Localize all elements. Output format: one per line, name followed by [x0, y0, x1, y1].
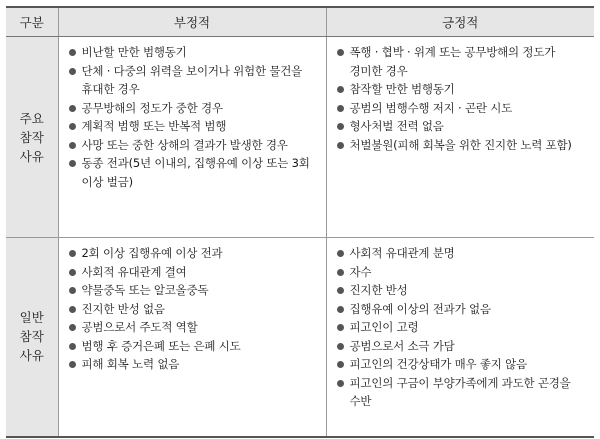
list-item: 약물중독 또는 알코올중독 — [67, 281, 320, 300]
list-item: 사회적 유대관계 결여 — [67, 263, 320, 282]
list-item: 형사처벌 전력 없음 — [335, 117, 589, 136]
list-item: 진지한 반성 없음 — [67, 300, 320, 319]
row-general-factors — [6, 238, 594, 437]
list-item: 피고인의 건강상태가 매우 좋지 않음 — [335, 355, 589, 374]
list-item: 처벌불원(피해 회복을 위한 진지한 노력 포함) — [335, 136, 589, 155]
list-item: 집행유예 이상의 전과가 없음 — [335, 300, 589, 319]
list-item: 사망 또는 중한 상해의 결과가 발생한 경우 — [67, 136, 320, 155]
header-category: 구분 — [6, 7, 58, 37]
category-line: 참작 — [19, 329, 44, 345]
header-positive: 긍정적 — [326, 7, 594, 37]
list-item: 피고인이 고령 — [335, 318, 589, 337]
list-item: 공범의 범행수행 저지 · 곤란 시도 — [335, 99, 589, 118]
row-main-factors — [6, 37, 594, 238]
list-item: 2회 이상 집행유예 이상 전과 — [67, 244, 320, 263]
list-item: 계획적 범행 또는 반복적 범행 — [67, 117, 320, 136]
category-cell-main — [6, 37, 58, 238]
sentencing-factors-table — [6, 6, 594, 438]
list-item: 피해 회복 노력 없음 — [67, 355, 320, 374]
list-item: 비난할 만한 범행동기 — [67, 43, 320, 62]
category-line: 사유 — [19, 348, 44, 364]
positive-factors-general — [326, 238, 594, 437]
header-negative: 부정적 — [58, 7, 326, 37]
list-item: 사회적 유대관계 분명 — [335, 244, 589, 263]
category-line: 일반 — [19, 310, 44, 326]
list-item: 단체 · 다중의 위력을 보이거나 위험한 물건을 휴대한 경우 — [67, 62, 320, 99]
list-item: 동종 전과(5년 이내의, 집행유예 이상 또는 3회 이상 벌금) — [67, 154, 320, 191]
list-item: 진지한 반성 — [335, 281, 589, 300]
header-row — [6, 7, 594, 37]
negative-factors-general — [58, 238, 326, 437]
category-line: 사유 — [19, 148, 44, 164]
category-cell-general — [6, 238, 58, 437]
list-item: 공무방해의 정도가 중한 경우 — [67, 99, 320, 118]
list-item: 범행 후 증거은폐 또는 은폐 시도 — [67, 337, 320, 356]
list-item: 공범으로서 주도적 역할 — [67, 318, 320, 337]
positive-factors-main — [326, 37, 594, 238]
list-item: 피고인의 구금이 부양가족에게 과도한 곤경을 수반 — [335, 374, 589, 411]
negative-factors-main — [58, 37, 326, 238]
list-item: 자수 — [335, 263, 589, 282]
category-line: 참작 — [19, 129, 44, 145]
list-item: 공범으로서 소극 가담 — [335, 337, 589, 356]
category-line: 주요 — [19, 110, 44, 126]
list-item: 참작할 만한 범행동기 — [335, 80, 589, 99]
list-item: 폭행 · 협박 · 위계 또는 공무방해의 정도가 경미한 경우 — [335, 43, 589, 80]
